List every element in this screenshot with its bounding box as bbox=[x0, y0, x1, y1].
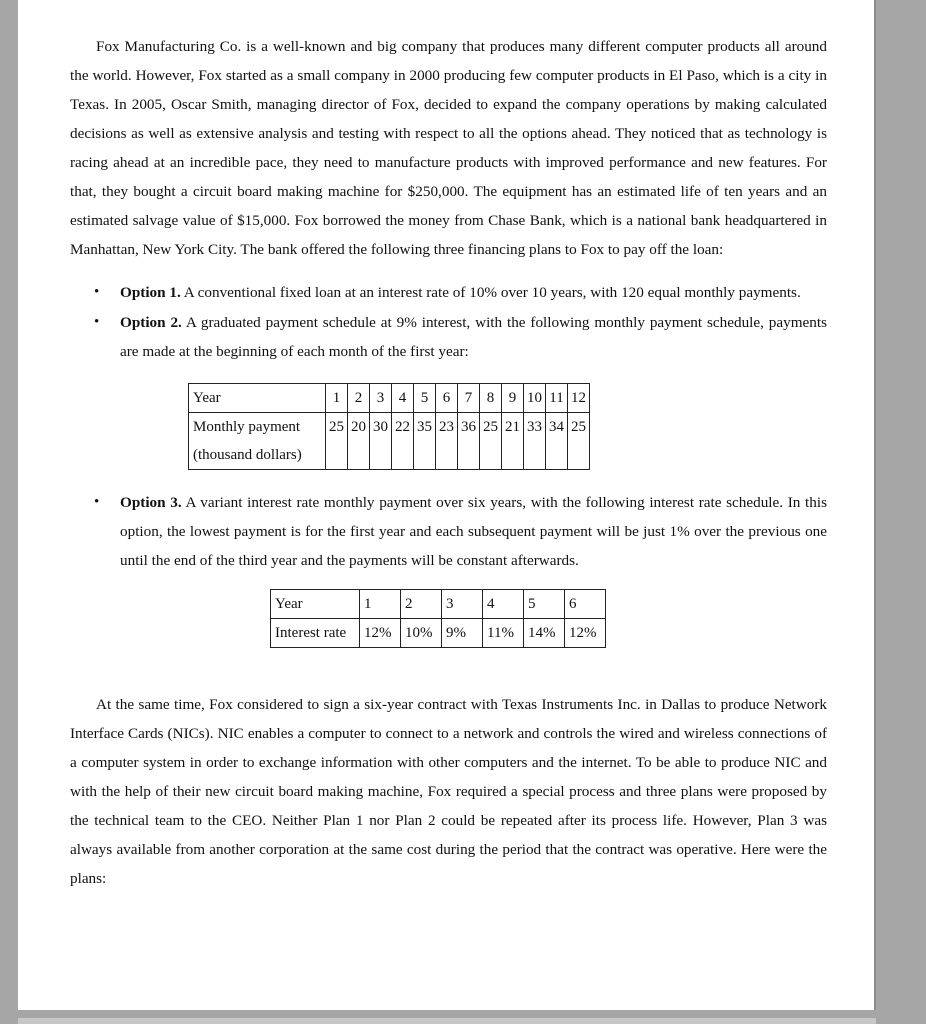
option-2-title: Option 2. bbox=[120, 314, 182, 331]
payment-cell: 34 bbox=[546, 413, 568, 470]
rate-cell: 9% bbox=[442, 619, 483, 648]
payment-cell: 22 bbox=[392, 413, 414, 470]
payment-cell: 36 bbox=[458, 413, 480, 470]
bullet-icon: • bbox=[94, 314, 100, 330]
payment-label-line-1: Monthly payment bbox=[193, 419, 301, 435]
option-3-title: Option 3. bbox=[120, 494, 182, 511]
option-3-item bbox=[70, 488, 827, 575]
year-cell: 1 bbox=[326, 384, 348, 413]
payment-cell: 21 bbox=[502, 413, 524, 470]
year-header-cell: Year bbox=[189, 384, 326, 413]
option-1-item bbox=[70, 278, 827, 307]
option-1-title: Option 1. bbox=[120, 284, 181, 301]
closing-paragraph: At the same time, Fox considered to sign a six-year contract with Texas Instruments Inc. in Dallas to produce Network Interface Cards (NICs). NIC enables a computer to connect to a network and controls the wired and wireless connections of a computer system in order to exchange information with other computers and the internet. To be able to produce NIC and with the help of their new circuit board making machine, Fox required a special process and three plans were proposed by the technical team to the CEO. Neither Plan 1 nor Plan 2 could be repeated after its process life. However, Plan 3 was always available from another corporation at the same cost during the period that the contract was operative. Here were the plans: bbox=[70, 696, 827, 887]
rate-cell: 10% bbox=[401, 619, 442, 648]
year-cell: 4 bbox=[392, 384, 414, 413]
year-cell: 6 bbox=[436, 384, 458, 413]
year-cell: 10 bbox=[524, 384, 546, 413]
rate-header-cell: Interest rate bbox=[271, 619, 360, 648]
payment-schedule-table bbox=[188, 383, 590, 470]
page-bottom-edge bbox=[18, 1018, 876, 1024]
year-cell: 5 bbox=[524, 590, 565, 619]
payment-label-line-2: (thousand dollars) bbox=[193, 447, 302, 463]
year-cell: 8 bbox=[480, 384, 502, 413]
payment-cell: 25 bbox=[326, 413, 348, 470]
year-cell: 7 bbox=[458, 384, 480, 413]
financing-options-list-cont bbox=[70, 488, 827, 575]
payment-header-cell bbox=[189, 413, 326, 470]
payment-cell: 20 bbox=[348, 413, 370, 470]
bullet-icon: • bbox=[94, 284, 100, 300]
payment-cell: 23 bbox=[436, 413, 458, 470]
year-cell: 9 bbox=[502, 384, 524, 413]
option-2-item bbox=[70, 308, 827, 366]
payment-cell: 30 bbox=[370, 413, 392, 470]
table-row bbox=[271, 590, 606, 619]
intro-paragraph: Fox Manufacturing Co. is a well-known and big company that produces many different computer products all around the world. However, Fox started as a small company in 2000 producing few computer products in El Paso, which is a city in Texas. In 2005, Oscar Smith, managing director of Fox, decided to expand the company operations by making calculated decisions as well as extensive analysis and testing with respect to all the options ahead. They noticed that as technology is racing ahead at an incredible pace, they need to manufacture products with improved performance and new features. For that, they bought a circuit board making machine for $250,000. The equipment has an estimated life of ten years and an estimated salvage value of $15,000. Fox borrowed the money from Chase Bank, which is a national bank headquartered in Manhattan, New York City. The bank offered the following three financing plans to Fox to pay off the loan: bbox=[70, 38, 827, 258]
payment-cell: 25 bbox=[568, 413, 590, 470]
option-2-text: A graduated payment schedule at 9% interest, with the following monthly payment schedule, payments are made at the beginning of each month of the first year: bbox=[120, 314, 827, 360]
year-cell: 3 bbox=[370, 384, 392, 413]
year-cell: 1 bbox=[360, 590, 401, 619]
table-row bbox=[189, 413, 590, 470]
rate-cell: 14% bbox=[524, 619, 565, 648]
payment-cell: 25 bbox=[480, 413, 502, 470]
payment-cell: 33 bbox=[524, 413, 546, 470]
year-cell: 2 bbox=[401, 590, 442, 619]
document-body bbox=[70, 32, 827, 893]
financing-options-list bbox=[70, 278, 827, 366]
year-cell: 5 bbox=[414, 384, 436, 413]
rate-cell: 12% bbox=[360, 619, 401, 648]
year-cell: 3 bbox=[442, 590, 483, 619]
year-cell: 6 bbox=[565, 590, 606, 619]
option-3-text: A variant interest rate monthly payment over six years, with the following interest rate schedule. In this option, the lowest payment is for the first year and each subsequent payment will be just 1% over the previous one until the end of the third year and the payments will be constant afterwards. bbox=[120, 494, 827, 569]
table-row bbox=[271, 619, 606, 648]
document-page bbox=[18, 0, 876, 1010]
year-cell: 4 bbox=[483, 590, 524, 619]
year-cell: 12 bbox=[568, 384, 590, 413]
rate-cell: 11% bbox=[483, 619, 524, 648]
bullet-icon: • bbox=[94, 494, 100, 510]
option-1-text: A conventional fixed loan at an interest rate of 10% over 10 years, with 120 equal monthly payments. bbox=[180, 284, 801, 301]
year-cell: 11 bbox=[546, 384, 568, 413]
year-header-cell: Year bbox=[271, 590, 360, 619]
rate-cell: 12% bbox=[565, 619, 606, 648]
table-row bbox=[189, 384, 590, 413]
year-cell: 2 bbox=[348, 384, 370, 413]
interest-rate-table bbox=[270, 589, 606, 648]
payment-cell: 35 bbox=[414, 413, 436, 470]
